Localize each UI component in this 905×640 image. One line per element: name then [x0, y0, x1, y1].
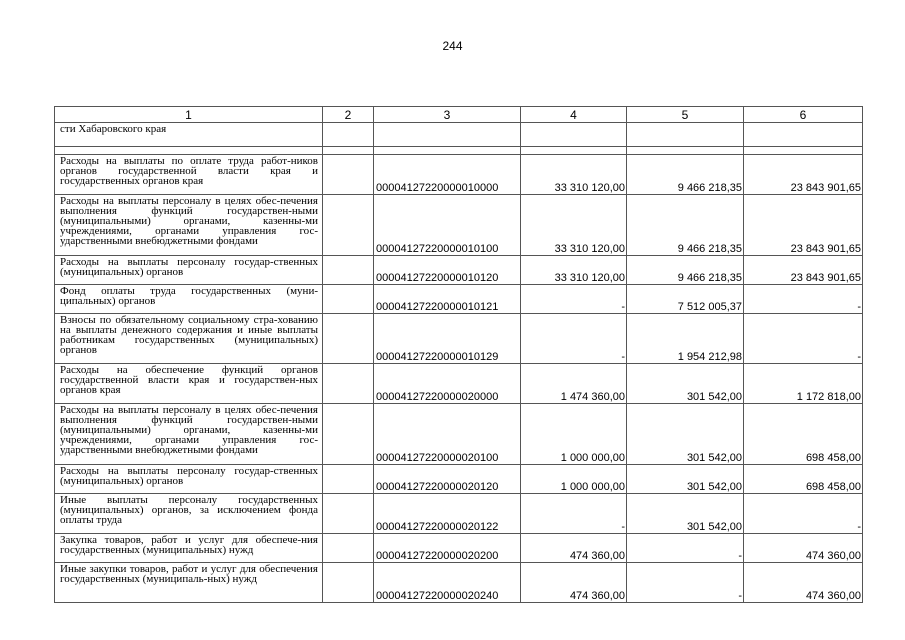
- amount-cell: -: [521, 494, 627, 534]
- column-header-row: [55, 107, 863, 123]
- description-cell: Взносы по обязательному социальному стра-хованию на выплаты денежного содержания и иные выплаты работникам государственных (муниципальных) органов: [55, 314, 323, 364]
- description-cell: Фонд оплаты труда государственных (муни-ципальных) органов: [55, 285, 323, 314]
- amount-cell: 33 310 120,00: [521, 195, 627, 256]
- amount-cell: 23 843 901,65: [744, 195, 863, 256]
- amount-cell: -: [744, 494, 863, 534]
- amount-cell: 698 458,00: [744, 465, 863, 494]
- spacer-row: [55, 147, 863, 155]
- amount-cell: 474 360,00: [744, 563, 863, 603]
- spacer-cell: [744, 147, 863, 155]
- amount-cell: 33 310 120,00: [521, 256, 627, 285]
- empty-cell: [323, 123, 374, 147]
- description-cell: Иные закупки товаров, работ и услуг для обеспечения государственных (муниципаль-ных) нужд: [55, 563, 323, 603]
- code-cell: 00004127220000020100: [374, 404, 521, 465]
- amount-cell: 1 172 818,00: [744, 364, 863, 404]
- amount-cell: 1 954 212,98: [627, 314, 744, 364]
- amount-cell: 474 360,00: [521, 534, 627, 563]
- code-cell: 00004127220000020122: [374, 494, 521, 534]
- empty-cell: [323, 314, 374, 364]
- amount-cell: 474 360,00: [744, 534, 863, 563]
- amount-cell: -: [521, 314, 627, 364]
- empty-cell: [323, 364, 374, 404]
- code-cell: 00004127220000010120: [374, 256, 521, 285]
- amount-cell: 301 542,00: [627, 494, 744, 534]
- page-number: 244: [442, 39, 463, 53]
- table-row: [55, 364, 863, 404]
- amount-cell: 698 458,00: [744, 404, 863, 465]
- table-row: [55, 314, 863, 364]
- description-cell: Расходы на обеспечение функций органов государственной власти края и государствен-ных органов края: [55, 364, 323, 404]
- amount-cell: 9 466 218,35: [627, 256, 744, 285]
- spacer-cell: [374, 147, 521, 155]
- empty-cell: [323, 494, 374, 534]
- code-cell: 00004127220000020000: [374, 364, 521, 404]
- empty-cell: [323, 195, 374, 256]
- amount-cell: -: [627, 563, 744, 603]
- amount-cell: [521, 123, 627, 147]
- empty-cell: [323, 563, 374, 603]
- amount-cell: 301 542,00: [627, 404, 744, 465]
- amount-cell: 9 466 218,35: [627, 195, 744, 256]
- description-cell: Расходы на выплаты персоналу в целях обес-печения выполнения функций государствен-ными (муниципальными) органами, казенны-ми учреждениями, органами управления гос-ударственными внебюджетными фондами: [55, 195, 323, 256]
- description-cell: Закупка товаров, работ и услуг для обеспече-ния государственных (муниципальных) нужд: [55, 534, 323, 563]
- table-row: [55, 123, 863, 147]
- table-row: [55, 534, 863, 563]
- table-row: [55, 404, 863, 465]
- description-cell: сти Хабаровского края: [55, 123, 323, 147]
- amount-cell: 301 542,00: [627, 364, 744, 404]
- amount-cell: -: [744, 314, 863, 364]
- table-row: [55, 195, 863, 256]
- budget-table: [54, 106, 863, 603]
- spacer-cell: [323, 147, 374, 155]
- empty-cell: [323, 256, 374, 285]
- column-header: 2: [323, 107, 374, 123]
- amount-cell: -: [744, 285, 863, 314]
- empty-cell: [323, 534, 374, 563]
- description-cell: Расходы на выплаты персоналу государ-ственных (муниципальных) органов: [55, 256, 323, 285]
- description-cell: Расходы на выплаты персоналу государ-ственных (муниципальных) органов: [55, 465, 323, 494]
- code-cell: 00004127220000010129: [374, 314, 521, 364]
- amount-cell: 33 310 120,00: [521, 155, 627, 195]
- spacer-cell: [55, 147, 323, 155]
- empty-cell: [323, 155, 374, 195]
- table-row: [55, 285, 863, 314]
- table-row: [55, 494, 863, 534]
- table-row: [55, 256, 863, 285]
- column-header: 4: [521, 107, 627, 123]
- amount-cell: 1 474 360,00: [521, 364, 627, 404]
- table-row: [55, 155, 863, 195]
- column-header: 5: [627, 107, 744, 123]
- amount-cell: 301 542,00: [627, 465, 744, 494]
- amount-cell: -: [627, 534, 744, 563]
- empty-cell: [323, 285, 374, 314]
- code-cell: [374, 123, 521, 147]
- code-cell: 00004127220000020120: [374, 465, 521, 494]
- amount-cell: 1 000 000,00: [521, 465, 627, 494]
- column-header: 3: [374, 107, 521, 123]
- code-cell: 00004127220000020240: [374, 563, 521, 603]
- description-cell: Расходы на выплаты персоналу в целях обес-печения выполнения функций государствен-ными (муниципальными) органами, казенны-ми учреждениями, органами управления гос-ударственными внебюджетными фондами: [55, 404, 323, 465]
- amount-cell: 23 843 901,65: [744, 256, 863, 285]
- code-cell: 00004127220000010100: [374, 195, 521, 256]
- amount-cell: -: [521, 285, 627, 314]
- amount-cell: 23 843 901,65: [744, 155, 863, 195]
- code-cell: 00004127220000010121: [374, 285, 521, 314]
- code-cell: 00004127220000020200: [374, 534, 521, 563]
- amount-cell: 1 000 000,00: [521, 404, 627, 465]
- amount-cell: 9 466 218,35: [627, 155, 744, 195]
- table-row: [55, 563, 863, 603]
- description-cell: Иные выплаты персоналу государственных (муниципальных) органов, за исключением фонда оплаты труда: [55, 494, 323, 534]
- table-row: [55, 465, 863, 494]
- column-header: 1: [55, 107, 323, 123]
- amount-cell: [627, 123, 744, 147]
- spacer-cell: [521, 147, 627, 155]
- amount-cell: 7 512 005,37: [627, 285, 744, 314]
- amount-cell: 474 360,00: [521, 563, 627, 603]
- code-cell: 00004127220000010000: [374, 155, 521, 195]
- column-header: 6: [744, 107, 863, 123]
- empty-cell: [323, 404, 374, 465]
- amount-cell: [744, 123, 863, 147]
- empty-cell: [323, 465, 374, 494]
- spacer-cell: [627, 147, 744, 155]
- description-cell: Расходы на выплаты по оплате труда работ-ников органов государственной власти края и государственных органов края: [55, 155, 323, 195]
